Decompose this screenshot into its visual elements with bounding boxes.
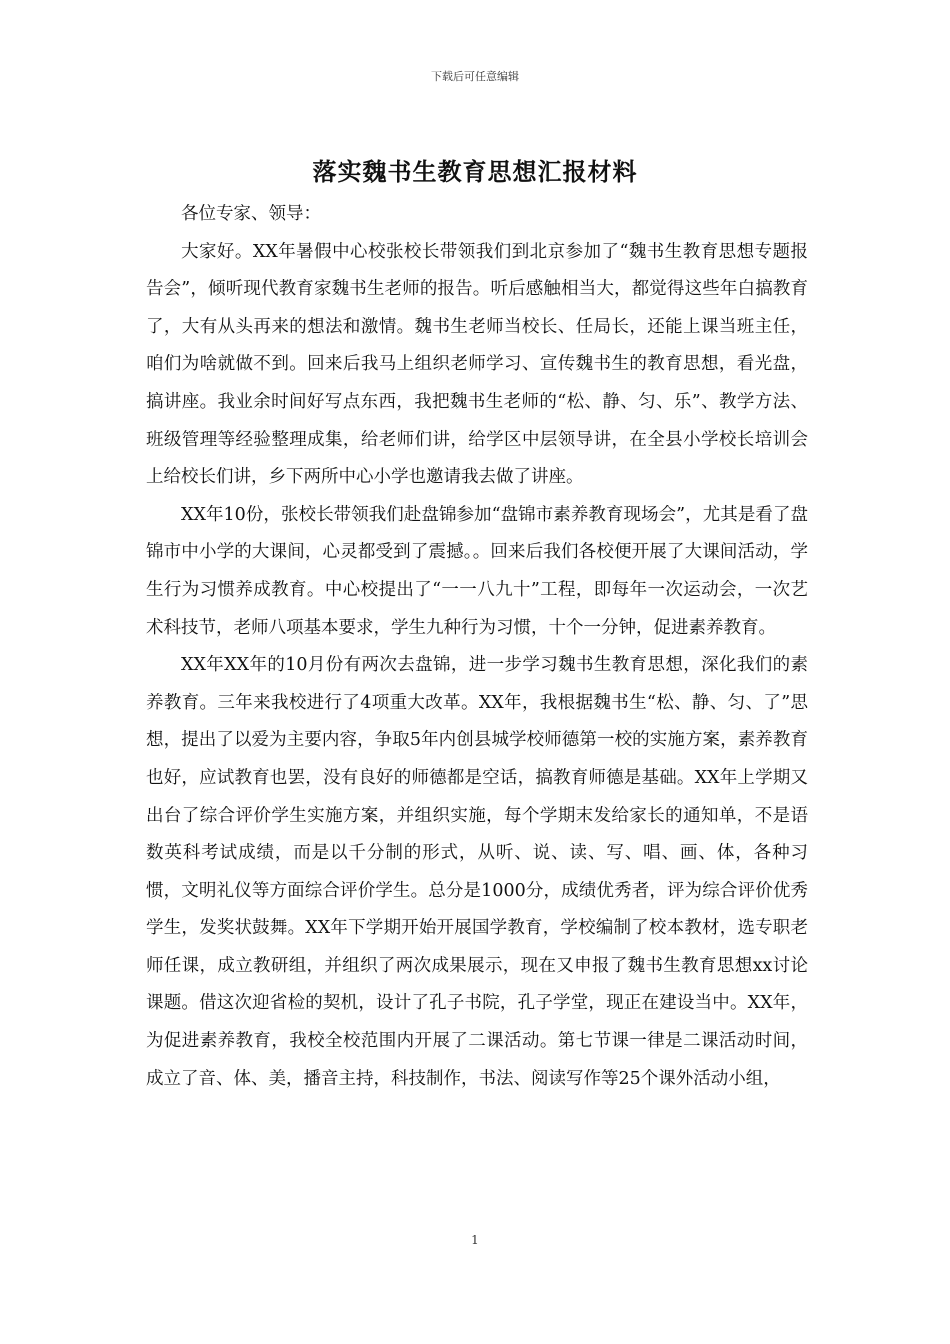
salutation: 各位专家、领导： xyxy=(181,204,321,224)
paragraph-1: 大家好。XX年暑假中心校张校长带领我们到北京参加了“魏书生教育思想专题报告会”，倾听现代教育家魏书生老师的报告。听后感触相当大，都觉得这些年白搞教育了，大有从头再来的想法和激情。魏书生老师当校长、任局长，还能上课当班主任，咱们为啥就做不到。回来后我马上组织老师学习、宣传魏书生的教育思想，看光盘，搞讲座。我业余时间好写点东西，我把魏书生老师的“松、静、匀、乐”、教学方法、班级管理等经验整理成集，给老师们讲，给学区中层领导讲，在全县小学校长培训会上给校长们讲，乡下两所中心小学也邀请我去做了讲座。 xyxy=(146,241,808,488)
paragraph-3: XX年XX年的10月份有两次去盘锦，进一步学习魏书生教育思想，深化我们的素养教育。三年来我校进行了4项重大改革。XX年，我根据魏书生“松、静、匀、了”思想，提出了以爱为主要内容，争取5年内创县城学校师德第一校的实施方案，素养教育也好，应试教育也罢，没有良好的师德都是空话，搞教育师德是基础。XX年上学期又出台了综合评价学生实施方案，并组织实施，每个学期末发给家长的通知单，不是语数英科考试成绩，而是以千分制的形式，从听、说、读、写、唱、画、体，各种习惯，文明礼仪等方面综合评价学生。总分是1000分，成绩优秀者，评为综合评价优秀学生，发奖状鼓舞。XX年下学期开始开展国学教育，学校编制了校本教材，选专职老师任课，成立教研组，并组织了两次成果展示，现在又申报了魏书生教育思想xx讨论课题。借这次迎省检的契机，设计了孔子书院，孔子学堂，现正在建设当中。XX年，为促进素养教育，我校全校范围内开展了二课活动。第七节课一律是二课活动时间，成立了音、体、美，播音主持，科技制作，书法、阅读写作等25个课外活动小组， xyxy=(146,655,808,1089)
header-note: 下载后可任意编辑 xyxy=(431,70,519,83)
document-body xyxy=(146,196,808,1098)
page-number: 1 xyxy=(471,1233,479,1247)
document-title: 落实魏书生教育思想汇报材料 xyxy=(312,157,638,186)
paragraph-2: XX年10份，张校长带领我们赴盘锦参加“盘锦市素养教育现场会”，尤其是看了盘锦市中小学的大课间，心灵都受到了震撼。。回来后我们各校便开展了大课间活动，学生行为习惯养成教育。中心校提出了“一一八九十”工程，即每年一次运动会，一次艺术科技节，老师八项基本要求，学生九种行为习惯，十个一分钟，促进素养教育。 xyxy=(146,504,808,638)
